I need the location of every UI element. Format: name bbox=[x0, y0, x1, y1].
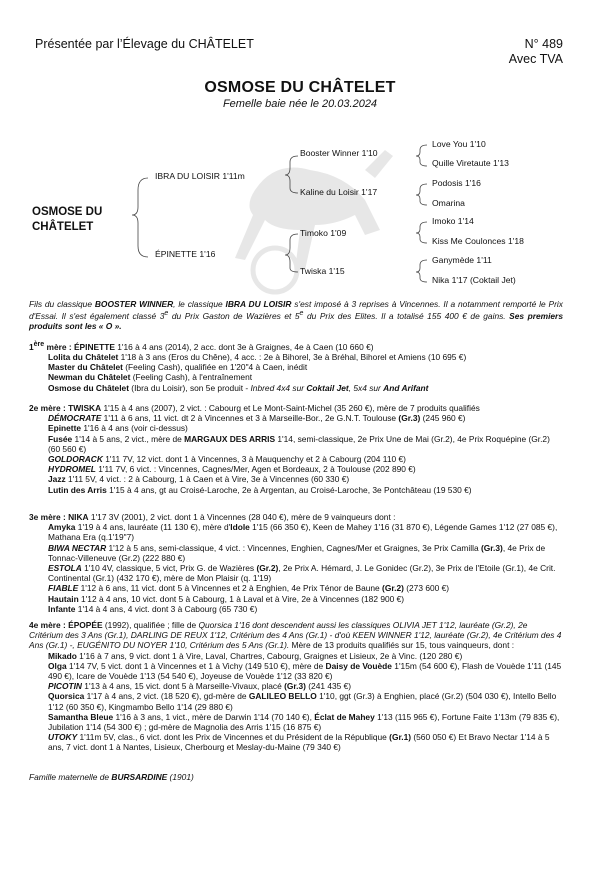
mere3-line-t: 1'12 à 6 ans, 11 vict. dont 5 à Vincennes et 2 à Enghien, 4e Prix Ténor de Baune bbox=[78, 583, 383, 594]
pedigree-ssd: Quille Viretaute 1'13 bbox=[432, 158, 509, 168]
horse-subtitle: Femelle baie née le 20.03.2024 bbox=[222, 98, 378, 110]
mere4-line bbox=[29, 712, 563, 732]
mere1-line: Lolita du Châtelet 1'18 à 3 ans (Eros du Chêne), 4 acc. : 2e à Bihorel, 3e à Bréhal, Bihorel et Amiens (10 695 €) bbox=[48, 352, 467, 362]
mere2-line-b: GOLDORACK bbox=[48, 454, 103, 465]
mere4-line-b: Olga bbox=[48, 660, 67, 671]
mere3-line-t: 1'19 à 4 ans, lauréate (11 130 €), mère d' bbox=[75, 522, 231, 533]
pedigree-root: OSMOSE DU CHÂTELET bbox=[32, 206, 103, 233]
mere2-line bbox=[29, 434, 563, 454]
mere4-heading: 4e mère : ÉPOPÉE (1992), qualifiée ; fille de Quorsica 1'16 dont descendent aussi les classiques OLIVIA JET 1'12, lauréate (Gr.2), 2e Critérium des 3 Ans (Gr.1), DARLING DE REUX 1'12, Critérium des 4 Ans (Gr.1) - d'où KEEN WINNER 1'12, lauréate (Gr.2), 4e Critérium des 4 Ans (Gr.1) -, EUGÉNITO DU NOYER 1'10, Critérium des 5 Ans (Gr.1). Mère de 13 produits qualifiés sur 15, tous vainqueurs, dont : bbox=[29, 620, 562, 651]
mere2-line-t2: 1'14, semi-classique, 2e Prix Une de Mai (Gr.2), 4e Prix Roquépine (Gr.2) (60 560 €) bbox=[48, 433, 550, 454]
mere4-line bbox=[29, 732, 563, 752]
mere1-line: Newman du Châtelet (Feeling Cash), à l'entraînement bbox=[48, 372, 253, 383]
mere4-line-t2: (560 050 €) Et Bravo Nectar 1'14 à 5 ans, 7 vict. dont 1 à Nantes, Lisieux, Cherbourg et Meslay-du-Maine (79 340 €) bbox=[48, 732, 550, 753]
mere4-line-b: Quorsica bbox=[48, 691, 85, 702]
mere2-line-b: DÉMOCRATE bbox=[48, 413, 102, 424]
mere3-line-g: (Gr.2) bbox=[382, 583, 404, 594]
mere4-line-t2: 1'10, ggt (Gr.3) à Enghien, placé (Gr.2) (504 030 €), Intello Bello 1'12 (60 350 €), Kingmambo Bello 1'14 (29 880 €) bbox=[48, 691, 557, 712]
mere4-line-b: Samantha Bleue bbox=[48, 711, 114, 722]
pedigree-dss: Imoko 1'14 bbox=[432, 216, 474, 226]
mere4-line-t: 1'16 à 3 ans, 1 vict., mère de Darwin 1'14 (70 140 €), bbox=[113, 711, 315, 722]
mere2-line-b: Fusée bbox=[48, 433, 73, 444]
mere2-line bbox=[29, 464, 563, 474]
mere4-line bbox=[29, 651, 563, 661]
pedigree-dd: Twiska 1'15 bbox=[300, 266, 345, 276]
pedigree-dam: ÉPINETTE 1'16 bbox=[155, 249, 216, 259]
mere1-heading: 1ère mère : ÉPINETTE 1'16 à 4 ans (2014), 2 acc. dont 3e à Graignes, 4e à Caen (10 660 €) bbox=[29, 341, 374, 352]
intro-paragraph: Fils du classique BOOSTER WINNER, le classique IBRA DU LOISIR s'est imposé à 3 reprises à Vincennes. Il a notamment remporté le Prix d'Essai. Il s'est également classé 3e du Prix Gaston de Wazières et 5e du Prix des Elites. Il a totalisé 155 400 € de gains. Ses premiers produits sont les « O ». bbox=[29, 299, 563, 332]
mere3-line-b: ESTOLA bbox=[48, 563, 82, 574]
mere3-line bbox=[29, 563, 563, 583]
mere4-line-g: (Gr.1) bbox=[389, 732, 412, 743]
mere3-line-t2: 1'15 (66 350 €), Keen de Mahey 1'16 (31 870 €), Légende Games 1'12 (27 085 €), Mathana Era (q.1'19"7) bbox=[48, 522, 558, 543]
pedigree-ds: Timoko 1'09 bbox=[300, 228, 347, 238]
mere2-line-b: Jazz bbox=[48, 474, 66, 485]
vat-label: Avec TVA bbox=[508, 52, 563, 66]
mere3-line-t2: , 4e Prix de Tonnac-Villeneuve (Gr.2) (222 880 €) bbox=[48, 542, 546, 563]
mere3-line-t2: (273 600 €) bbox=[403, 583, 450, 594]
mere3-line-t: 1'12 à 5 ans, semi-classique, 4 vict. : Vincennes, Enghien, Cagnes/Mer et Graignes, 3e Prix Camilla bbox=[106, 542, 481, 553]
mere2-line bbox=[29, 413, 563, 423]
mere4-line-g: Éclat de Mahey bbox=[314, 711, 375, 722]
pedigree-dds: Ganymède 1'11 bbox=[432, 255, 492, 265]
mere3-line bbox=[29, 543, 563, 563]
mere2-line-g: MARGAUX DES ARRIS bbox=[184, 433, 276, 444]
mere3-line bbox=[29, 594, 563, 604]
mere2-line bbox=[29, 474, 563, 484]
mere2-line-b: Lutin des Arris bbox=[48, 484, 107, 495]
mere3-line-b: Amyka bbox=[48, 522, 76, 533]
mere2-section bbox=[29, 403, 563, 495]
mere4-line-t: 1'13 à 4 ans, 15 vict. dont 5 à Marseille-Vivaux, placé bbox=[81, 681, 285, 692]
mere3-line-b: BIWA NECTAR bbox=[48, 542, 107, 553]
mere4-line-t: 1'17 à 4 ans, 2 vict. (18 520 €), gd-mère de bbox=[84, 691, 249, 702]
pedigree-ss: Booster Winner 1'10 bbox=[300, 148, 378, 158]
mere3-section bbox=[29, 512, 563, 614]
mere3-line bbox=[29, 604, 563, 614]
mere4-line-g: GALILEO BELLO bbox=[248, 691, 317, 702]
mere3-line-b: FIABLE bbox=[48, 583, 79, 594]
mere4-line-t2: (241 435 €) bbox=[305, 681, 352, 692]
mere3-line-g: (Gr.3) bbox=[480, 542, 503, 553]
mere2-line-t: 1'11 7V, 6 vict. : Vincennes, Cagnes/Mer, Agen et Bordeaux, 2 à Toulouse (202 890 €) bbox=[95, 464, 416, 475]
mere4-section bbox=[29, 620, 563, 753]
mere3-line-t: 1'14 à 4 ans, 4 vict. dont 3 à Cabourg (65 730 €) bbox=[75, 603, 258, 614]
mere2-line bbox=[29, 485, 563, 495]
horse-name: OSMOSE DU CHÂTELET bbox=[204, 79, 396, 96]
mere2-line-t2: (245 960 €) bbox=[420, 413, 466, 424]
pedigree-sdd: Omarina bbox=[432, 198, 465, 208]
mere3-heading: 3e mère : NIKA 1'17 3V (2001), 2 vict. dont 1 à Vincennes (28 040 €), mère de 9 vainqueurs dont : bbox=[29, 512, 396, 522]
mere1-section bbox=[29, 340, 563, 393]
mere2-line-t: 1'16 à 4 ans (voir ci-dessus) bbox=[81, 423, 188, 434]
pedigree-sd: Kaline du Loisir 1'17 bbox=[300, 187, 378, 197]
lot-number: N° 489 bbox=[524, 37, 563, 51]
mere4-line bbox=[29, 681, 563, 691]
mere4-line-t: 1'14 7V, 5 vict. dont 1 à Vincennes et 1 à Vichy (149 510 €), mère de bbox=[66, 660, 326, 671]
mere2-line-g: (Gr.3) bbox=[398, 413, 421, 424]
pedigree-dsd: Kiss Me Coulonces 1'18 bbox=[432, 236, 524, 246]
mere2-line-b: Epinette bbox=[48, 423, 82, 434]
mere4-line bbox=[29, 691, 563, 711]
mere2-line-t: 1'11 5V, 4 vict. : 2 à Cabourg, 1 à Caen et à Vire, 3e à Vincennes (60 330 €) bbox=[65, 474, 350, 485]
mere3-line bbox=[29, 583, 563, 593]
mere1-line: Master du Châtelet (Feeling Cash), qualifiée en 1'20"4 à Caen, inédit bbox=[48, 362, 308, 373]
mere4-line-g: Daisy de Vouède bbox=[325, 660, 392, 671]
mere4-line-t: 1'11m 5V, clas., 6 vict. dont les Prix de Vincennes et du Président de la République bbox=[77, 732, 390, 743]
mere3-line-g: (Gr.2) bbox=[256, 563, 279, 574]
maternal-family: Famille maternelle de BURSARDINE (1901) bbox=[29, 772, 194, 782]
mere2-line bbox=[29, 423, 563, 433]
mere4-line-b: PICOTIN bbox=[48, 681, 82, 692]
mere2-line-t: 1'11 7V, 12 vict. dont 1 à Vincennes, 3 à Mauquenchy et 2 à Cabourg (204 110 €) bbox=[102, 454, 406, 465]
mere2-heading: 2e mère : TWISKA 1'15 à 4 ans (2007), 2 vict. : Cabourg et Le Mont-Saint-Michel (35 260 €), mère de 7 produits qualifiés bbox=[29, 403, 480, 413]
pedigree-ddd: Nika 1'17 (Coktail Jet) bbox=[432, 275, 516, 285]
mere3-line-t2: , 2e Prix A. Hémard, J. Le Gonidec (Gr.2), 3e Prix de l'Etoile (Gr.1), 4e Crit. Continental (Gr.1) (432 170 €), mère de Mon Plaisir (q. 1'19) bbox=[48, 563, 556, 584]
mere2-line-b: HYDROMEL bbox=[48, 464, 96, 475]
mere4-line-g: (Gr.3) bbox=[284, 681, 306, 692]
pedigree-sss: Love You 1'10 bbox=[432, 139, 486, 149]
presented-by: Présentée par l’Élevage du CHÂTELET bbox=[35, 37, 254, 51]
mere2-line bbox=[29, 454, 563, 464]
mere2-line-t: 1'15 à 4 ans, gt au Croisé-Laroche, 2e à Argentan, au Croisé-Laroche, 3e Pontchâteau (19 530 €) bbox=[106, 484, 472, 495]
mere4-line bbox=[29, 661, 563, 681]
mere4-line-b: Mikado bbox=[48, 650, 77, 661]
mere3-line-t: 1'12 à 4 ans, 10 vict. dont 5 à Cabourg, 1 à Laval et à Vire, 2e à Vincennes (182 900 €) bbox=[78, 593, 405, 604]
mere4-line-t2: 1'13 (115 965 €), Fortune Faite 1'13m (79 835 €), Jubilation 1'14 (54 300 €) ; gd-mère de Magnolia des Arris 1'15 (16 875 €) bbox=[48, 711, 560, 733]
mere2-line-t: 1'14 à 5 ans, 2 vict., mère de bbox=[72, 433, 185, 444]
mere3-line-t: 1'10 4V, classique, 5 vict, Prix G. de Wazières bbox=[81, 563, 257, 574]
mere4-line-t2: 1'15m (54 600 €), Flash de Vouède 1'11 (145 490 €), Icare de Vouède 1'13 (54 540 €), Joyeuse de Vouède 1'12 (33 820 €) bbox=[48, 660, 562, 682]
mere2-line-t: 1'11 à 6 ans, 11 vict. dt 2 à Vincennes et 3 à Marseille-Bor., 2e G.N.T. Toulouse bbox=[101, 413, 399, 424]
mere4-line-t: 1'16 à 7 ans, 9 vict. dont 1 à Vire, Laval, Chartres, Cabourg, Graignes et Lisieux, 2e à Vinc. (120 280 €) bbox=[76, 650, 463, 661]
mere1-line: Osmose du Châtelet (Ibra du Loisir), son 5e produit - Inbred 4x4 sur Coktail Jet, 5x4 sur And Arifant bbox=[48, 382, 429, 393]
pedigree-sire: IBRA DU LOISIR 1'11m bbox=[155, 171, 245, 181]
pedigree-sds: Podosis 1'16 bbox=[432, 178, 481, 188]
mere3-line-b: Infante bbox=[48, 603, 76, 614]
mere3-line-g: Idole bbox=[230, 522, 250, 533]
mere3-line bbox=[29, 522, 563, 542]
mere4-line-b: UTOKY bbox=[48, 732, 78, 743]
mere3-line-b: Hautain bbox=[48, 593, 79, 604]
